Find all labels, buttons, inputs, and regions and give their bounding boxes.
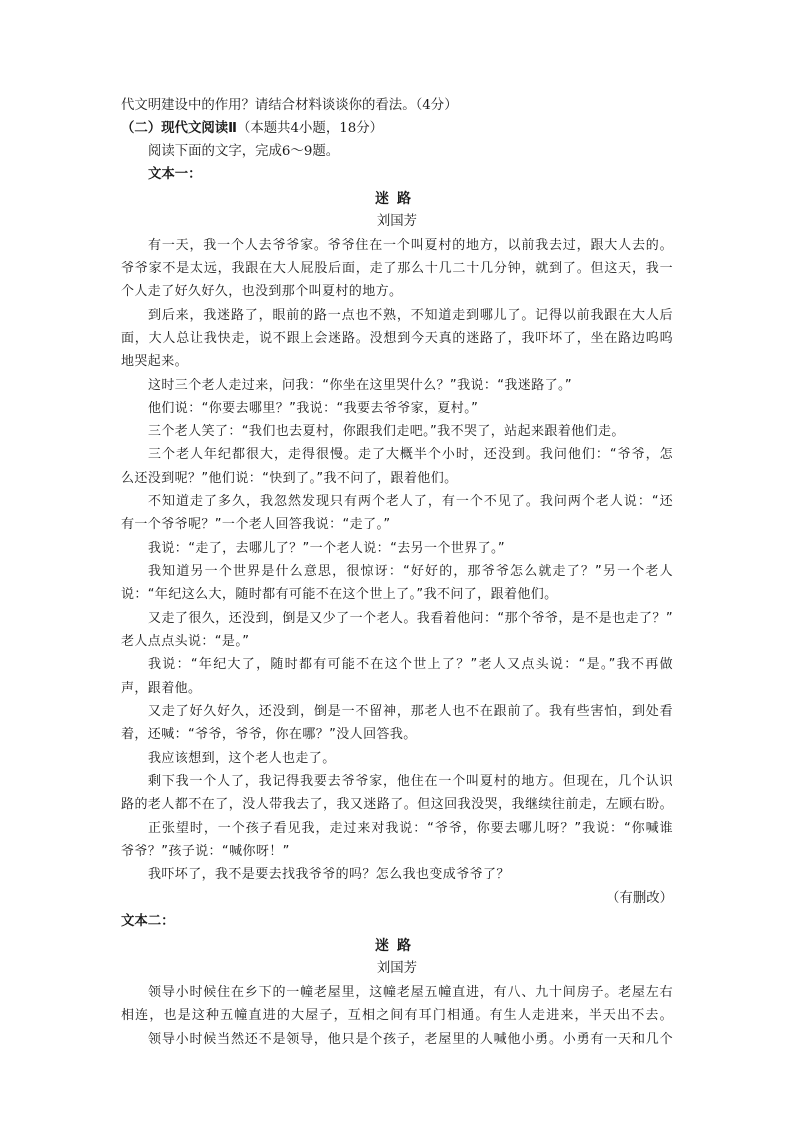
text1-line: 这时三个老人走过来，问我：“你坐在这里哭什么？”我说：“我迷路了。” <box>148 378 573 393</box>
text2-line: 领导小时候住在乡下的一幢老屋里，这幢老屋五幢直进，有八、九十间房子。老屋左右 <box>148 985 673 1000</box>
text1-line: 面，大人总让我快走，说不跟上会迷路。没想到今天真的迷路了，我吓坏了，坐在路边呜呜 <box>121 331 673 346</box>
question-tail: 代文明建设中的作用？请结合材料谈谈你的看法。（4分） <box>121 98 458 113</box>
text1-line: 爷爷家不是太远，我跟在大人屁股后面，走了那么十几二十几分钟，就到了。但这天，我一 <box>121 261 673 276</box>
instruction: 阅读下面的文字，完成6～9题。 <box>148 144 340 159</box>
text1-line: 又走了好久好久，还没到，倒是一不留神，那老人也不在跟前了。我有些害怕，到处看 <box>148 704 673 719</box>
text1-line: 我知道另一个世界是什么意思，很惊讶：“好好的，那爷爷怎么就走了？”另一个老人 <box>148 564 673 579</box>
text1-note: （有删改） <box>606 891 673 906</box>
text1-line: 我应该想到，这个老人也走了。 <box>148 751 336 766</box>
text1-line: 声，跟着他。 <box>121 681 202 696</box>
text1-title: 迷路 <box>375 191 419 207</box>
section-heading <box>121 118 673 140</box>
section-heading-note: （本题共4小题，18分） <box>236 121 384 136</box>
text1-line: 不知道走了多久，我忽然发现只有两个老人了，有一个不见了。我问两个老人说：“还 <box>148 494 673 509</box>
text2-line: 相连，也是这种五幢直进的大屋子，互相之间有耳门相通。有生人走进来，半天出不去。 <box>121 1008 673 1023</box>
text1-label: 文本一： <box>148 167 202 182</box>
text1-author: 刘国芳 <box>376 214 418 229</box>
text1-line: 爷爷？”孩子说：“喊你呀！” <box>121 844 290 859</box>
text1-line: 正张望时，一个孩子看见我，走过来对我说：“爷爷，你要去哪儿呀？”我说：“你喊谁 <box>148 821 673 836</box>
text1-line: 他们说：“你要去哪里？”我说：“我要去爷爷家，夏村。” <box>148 401 479 416</box>
text2-label: 文本二： <box>121 914 175 929</box>
text1-line: 我说：“走了，去哪儿了？”一个老人说：“去另一个世界了。” <box>148 541 506 556</box>
text1-line: 么还没到呢？”他们说：“快到了。”我不问了，跟着他们。 <box>121 471 458 486</box>
section-heading-title: （二）现代文阅读Ⅱ <box>121 121 237 136</box>
text2-title: 迷路 <box>375 938 419 954</box>
text1-line: 我说：“年纪大了，随时都有可能不在这个世上了？”老人又点头说：“是。”我不再做 <box>148 657 673 672</box>
text1-line: 又走了很久，还没到，倒是又少了一个老人。我看着他问：“那个爷爷，是不是也走了？” <box>148 611 673 626</box>
text1-line: 着，还喊：“爷爷，爷爷，你在哪？”没人回答我。 <box>121 727 417 742</box>
text1-line: 有一天，我一个人去爷爷家。爷爷住在一个叫夏村的地方，以前我去过，跟大人去的。 <box>148 238 673 253</box>
text2-line: 领导小时候当然还不是领导，他只是个孩子，老屋里的人喊他小勇。小勇有一天和几个 <box>148 1032 673 1047</box>
text1-line: 三个老人笑了：“我们也去夏村，你跟我们走吧。”我不哭了，站起来跟着他们走。 <box>148 424 625 439</box>
text2-author: 刘国芳 <box>376 961 418 976</box>
text1-line: 说：“年纪这么大，随时都有可能不在这个世上了。”我不问了，跟着他们。 <box>121 587 558 602</box>
text1-line: 地哭起来。 <box>121 354 189 369</box>
text1-line: 我吓坏了，我不是要去找我爷爷的吗？怎么我也变成爷爷了？ <box>148 867 510 882</box>
text1-line: 有一个爷爷呢？”一个老人回答我说：“走了。” <box>121 517 391 532</box>
text1-line: 剩下我一个人了，我记得我要去爷爷家，他住在一个叫夏村的地方。但现在，几个认识 <box>148 774 673 789</box>
text1-line: 三个老人年纪都很大，走得很慢。走了大概半个小时，还没到。我问他们：“爷爷，怎 <box>148 447 673 462</box>
text1-line: 老人点点头说：“是。” <box>121 634 250 649</box>
text1-line: 个人走了好久好久，也没到那个叫夏村的地方。 <box>121 284 403 299</box>
text1-line: 路的老人都不在了，没人带我去了，我又迷路了。但这回我没哭，我继续往前走，左顾右盼。 <box>121 797 673 812</box>
text1-line: 到后来，我迷路了，眼前的路一点也不熟，不知道走到哪儿了。记得以前我跟在大人后 <box>148 308 673 323</box>
